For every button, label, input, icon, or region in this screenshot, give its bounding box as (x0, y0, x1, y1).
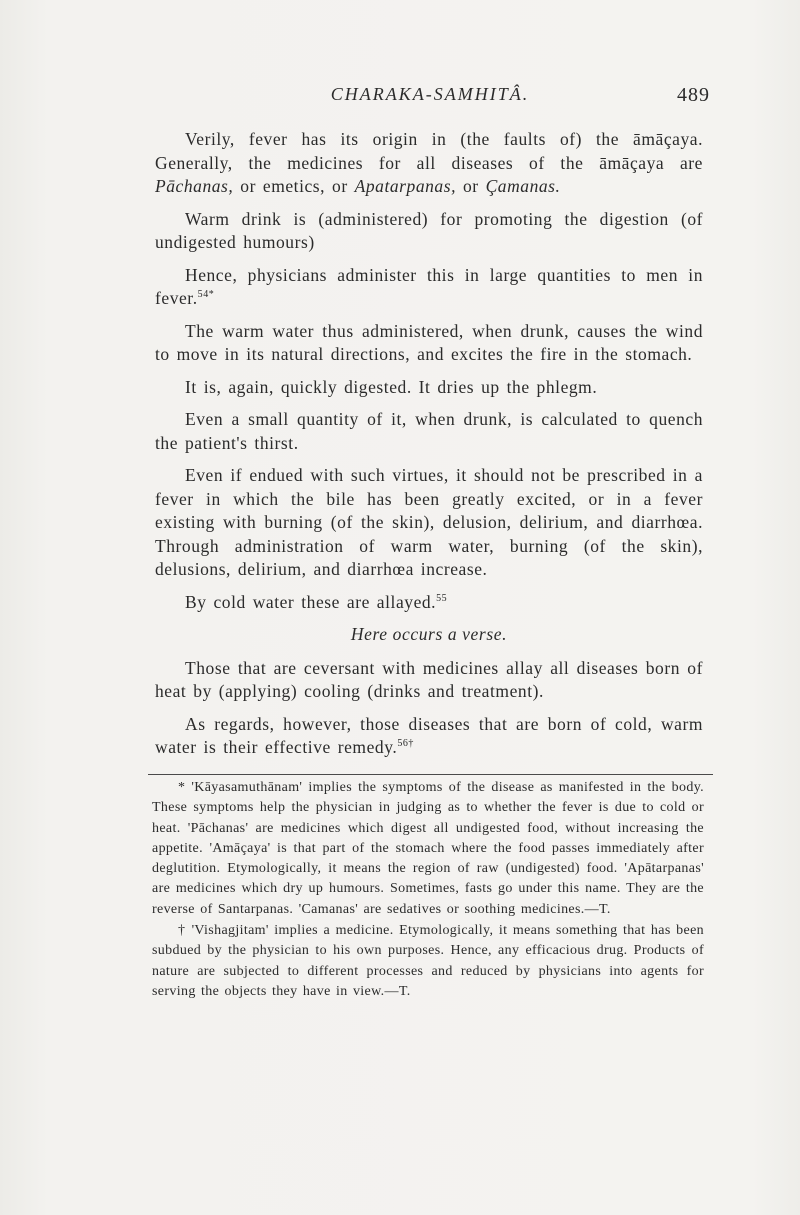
footnote (152, 921, 704, 1002)
verse-heading: Here occurs a verse. (350, 624, 508, 644)
footnote-mark: † (178, 923, 186, 939)
running-title: CHARAKA-SAMHITÂ. (330, 84, 530, 104)
footnotes (152, 778, 704, 1002)
paragraph-text: or emetics, or (233, 176, 355, 196)
page-header (150, 80, 710, 110)
paragraph-text: Hence, physicians administer this in large quantities to men in fever. (155, 264, 703, 308)
paragraph-text: or (456, 176, 486, 196)
italic-term: Çamanas. (485, 176, 561, 196)
main-text (155, 128, 703, 769)
paragraph (155, 320, 703, 367)
paragraph-text: Even if endued with such virtues, it should not be prescribed in a fever in which the bile has been greatly excited, or in a fever existing with burning (of the skin), delusion, delirium, and diarrhœa. Through administration of warm water, burning (of the skin), delusions, delirium, and diarrhœa increase. (155, 465, 703, 579)
footnote-divider (148, 774, 713, 775)
italic-term: Pāchanas, (155, 176, 234, 196)
paragraph-text: The warm water thus administered, when drunk, causes the wind to move in its natural directions, and excites the fire in the stomach. (155, 320, 703, 364)
paragraph (155, 464, 703, 582)
note-reference: 56† (397, 738, 414, 749)
paragraph-text: As regards, however, those diseases that are born of cold, warm water is their effective remedy. (155, 713, 703, 757)
paragraph (155, 128, 703, 199)
paragraph (155, 591, 703, 615)
footnote-mark: * (178, 780, 186, 795)
note-reference: 55 (436, 592, 448, 604)
footnote (152, 778, 704, 920)
page-number: 489 (677, 84, 710, 106)
paragraph (155, 264, 703, 311)
paragraph-text: Verily, fever has its origin in (the faults of) the āmāçaya. Generally, the medicines for all diseases of the āmāçaya are (155, 129, 703, 173)
paragraph-text: It is, again, quickly digested. It dries up the phlegm. (185, 376, 598, 397)
paragraph-text: Even a small quantity of it, when drunk, is calculated to quench the patient's thirst. (155, 409, 703, 453)
footnote-text: 'Kāyasamuthānam' implies the symptoms of the disease as manifested in the body. These symptoms help the physician in judging as to whether the fever is due to cold or heat. 'Pāchanas' are medicines which digest all undigested food, without increasing the appetite. 'Amāçaya' is that part of the stomach where the food passes immediately after deglutition. Etymologically, it means the region of raw (undigested) food. 'Apātarpanas' are medicines which dry up humours. Sometimes, fasts go under this name. They are the reverse of Santarpanas. 'Camanas' are sedatives or soothing medicines.—T. (152, 780, 704, 917)
footnote-text: 'Vishagjitam' implies a medicine. Etymologically, it means something that has been subdued by the physician to his own purposes. Hence, any efficacious drug. Products of nature are subjected to different processes and reduced by physicians into agents for serving the objects they have in view.—T. (152, 923, 705, 999)
paragraph (155, 713, 703, 760)
italic-term: Apatarpanas, (354, 176, 457, 196)
paragraph (155, 208, 703, 255)
paragraph-text: By cold water these are allayed. (185, 591, 437, 612)
paragraph (155, 408, 703, 455)
paragraph-text: Warm drink is (administered) for promoting the digestion (of undigested humours) (155, 208, 703, 252)
paragraph (155, 376, 703, 400)
note-reference: 54* (197, 289, 215, 300)
paragraph-text: Those that are ceversant with medicines allay all diseases born of heat by (applying) cooling (drinks and treatment). (155, 657, 703, 701)
paragraph (155, 657, 703, 704)
